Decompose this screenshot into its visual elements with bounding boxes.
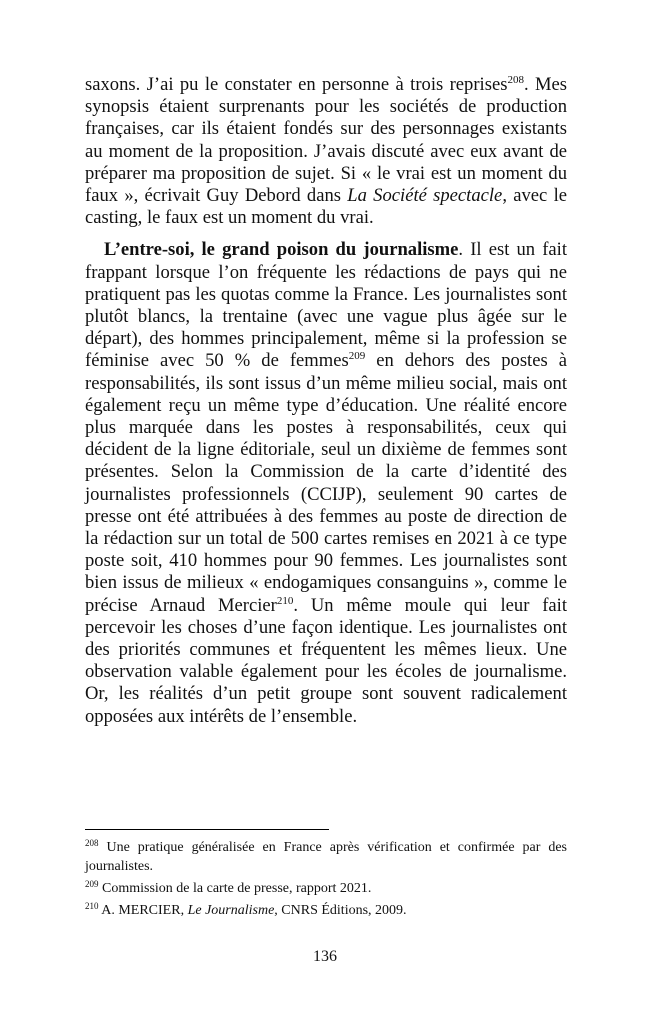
book-title: La Société spectacle [347, 185, 503, 207]
paragraph-2 [85, 239, 567, 727]
footnote-ref-210[interactable]: 210 [276, 594, 294, 607]
footnote-book-title: Le Journalisme [187, 903, 275, 918]
text-span: . Un même moule qui leur fait percevoir les choses d’une façon identique. Les journalistes ont des priorités communes et fréquentent les mêmes lieux. Une observation valable également pour les écoles de journalisme. Or, les réalités d’un petit groupe sont souvent radicalement opposées aux intérêts de l’ensemble. [85, 594, 567, 727]
text-span: saxons. J’ai pu le constater en personne à trois reprises [85, 74, 508, 95]
section-heading: L’entre-soi, le grand poison du journalisme [104, 239, 459, 261]
main-text [85, 74, 567, 728]
text-span: . Mes synopsis étaient surprenants pour les sociétés de production françaises, car ils étaient fondés sur des personnages existants au moment de la proposition. J’avais discuté avec eux avant de préparer ma proposition de sujet. Si « le vrai est un moment du faux », écrivait Guy Debord dans [85, 74, 568, 207]
footnote-text: , CNRS Éditions, 2009. [274, 903, 407, 918]
footnote-text: A. MERCIER, [98, 903, 188, 918]
footnote-text: Une pratique généralisée en France après vérification et confirmée par des journalistes. [85, 840, 567, 874]
footnote-number: 208 [85, 838, 99, 848]
footnotes [85, 838, 567, 923]
page-number: 136 [313, 948, 337, 965]
footnote-number: 210 [85, 901, 99, 911]
footnote-208 [85, 838, 567, 876]
paragraph-1 [85, 74, 567, 229]
footnote-ref-208[interactable]: 208 [507, 74, 524, 86]
text-span: . Il est un fait frappant lorsque l’on fréquente les rédactions de pays qui ne pratiquent pas les quotas comme la France. Les journalistes sont plutôt blancs, la trentaine (avec une vague plus âgée sur le départ), des hommes principalement, même si la profession se féminise avec 50 % de femmes [85, 239, 568, 372]
text-span: , avec le casting, le faux est un moment du vrai. [85, 185, 568, 229]
text-span: en dehors des postes à responsabilités, ils sont issus d’un même milieu social, mais ont également reçu un même type d’éducation. Une réalité encore plus marquée dans les postes à responsabilités, ceux qui décident de la ligne éditoriale, seul un dixième de femmes sont présentes. Selon la Commission de la carte d’identité des journalistes professionnels (CCIJP), seulement 90 cartes de presse ont été attribuées à des femmes au poste de direction de la rédaction sur un total de 500 cartes remises en 2021 à ce type poste soit, 410 hommes pour 90 femmes. Les journalistes sont bien issus de milieux « endogamiques consanguins », comme le précise Arnaud Mercier [85, 350, 567, 616]
footnote-210 [85, 901, 567, 920]
footnote-number: 209 [85, 879, 99, 889]
footnote-209 [85, 879, 567, 898]
footnote-ref-209[interactable]: 209 [348, 350, 366, 363]
footnote-divider [85, 829, 329, 830]
footnote-text: Commission de la carte de presse, rapport 2021. [98, 881, 372, 896]
